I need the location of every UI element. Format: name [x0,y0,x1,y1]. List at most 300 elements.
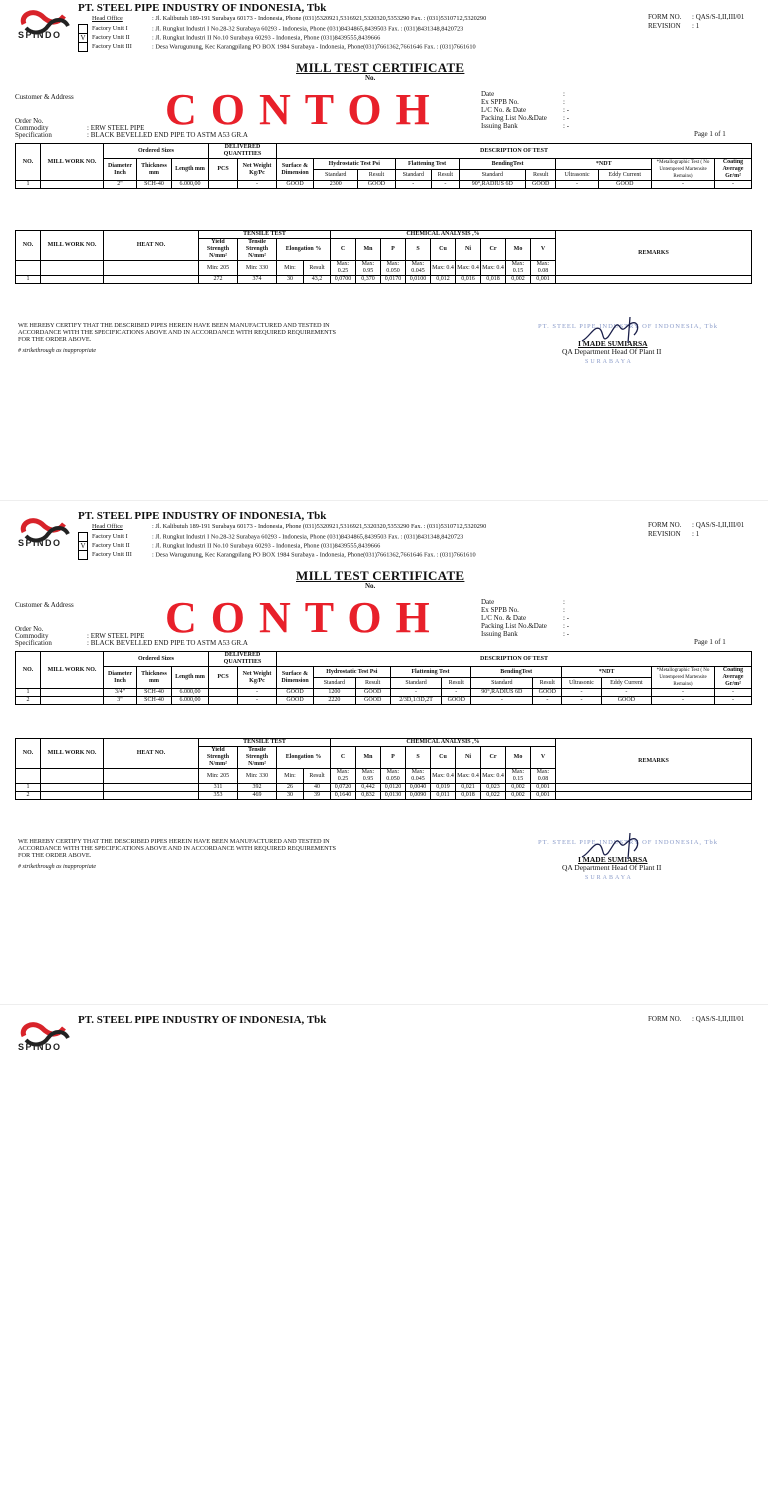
address-line: V Factory Unit II : Jl. Rungkut Industri II No.10 Surabaya 60293 - Indonesia, Phone (031)8439555,8439666 [78,541,380,551]
table-row [16,652,752,667]
signer-name: I MADE SUMIARSA [578,855,648,864]
table-row [16,144,752,159]
table-cell: Standard [390,678,442,689]
strikethrough-note: # strikethrough as inappropriate [18,864,97,870]
table-cell: Max: 0.08 [531,261,556,276]
table-cell: *Metallographic Test ( No Untempered Martensite Remains) [652,159,715,181]
table-row [16,784,752,792]
table-cell: MILL WORK NO. [41,231,104,261]
table-cell: 0,018 [481,276,506,284]
table-cell: 0,002 [506,784,531,792]
table-cell: Eddy Current [598,170,651,181]
table-cell: Max: 0.4 [431,769,456,784]
company-name: PT. STEEL PIPE INDUSTRY OF INDONESIA, Tbk [78,1014,327,1026]
table-cell: Cr [481,239,506,261]
table-cell: Elongation % [277,747,331,769]
table-cell: 0,016 [456,276,481,284]
table-cell: Ultrasonic [562,678,602,689]
table-cell: Mn [356,747,381,769]
table-cell: - [652,181,715,189]
table-cell [104,769,199,784]
table-cell: 0,370 [356,276,381,284]
table-cell [556,276,752,284]
table-cell: Flattening Test [390,667,471,678]
page-number: Page 1 of 1 [694,130,726,138]
page-separator [0,500,768,501]
table-cell: 1200 [314,689,356,697]
table-cell: Result [304,769,331,784]
table-cell: Mo [506,747,531,769]
table-cell: Yield Strength N/mm² [199,239,238,261]
table-cell: Cr [481,747,506,769]
table-cell: GOOD [533,689,562,697]
table-cell: 40 [304,784,331,792]
table-cell: C [331,239,356,261]
certificate-title: MILL TEST CERTIFICATE [296,60,465,75]
mill-test-certificate [0,1012,768,1507]
table-row [16,159,752,170]
table-cell: Result [304,261,331,276]
shipping-info-row: L/C No. & Date : - [481,106,570,114]
table-cell: Max: 0.95 [356,261,381,276]
table-row [16,689,752,697]
company-name: PT. STEEL PIPE INDUSTRY OF INDONESIA, Tbk [78,510,327,522]
dimension-test-table [15,143,752,189]
table-cell: Min: 205 [199,769,238,784]
page-number: Page 1 of 1 [694,638,726,646]
table-cell: MILL WORK NO. [41,652,104,689]
table-cell: 0,0040 [406,784,431,792]
table-cell: P [381,747,406,769]
table-cell: 0,001 [531,792,556,800]
address-line: Head Office : Jl. Kalibutuh 189-191 Surabaya 60173 - Indonesia, Phone (031)5320921,5316921,5320320,5353290 Fax. : (031)5310712,5320290 [92,523,487,530]
logo-text: SPINDO [18,538,62,548]
table-cell: Thickness mm [137,667,172,689]
table-cell: Elongation % [277,239,331,261]
table-cell: Max: 0.15 [506,261,531,276]
table-row [16,697,752,705]
table-cell: 0,012 [431,276,456,284]
table-cell: - [556,181,598,189]
table-cell: - [395,181,432,189]
table-cell: 0,0720 [331,784,356,792]
table-cell: 1 [16,181,41,189]
table-cell: 2220 [314,697,356,705]
table-cell: 6.000,00 [172,689,209,697]
order-no-label: Order No. [15,625,44,633]
tensile-chemical-table [15,738,752,800]
table-cell: 0,832 [356,792,381,800]
table-cell: Max: 0.08 [531,769,556,784]
table-cell: - [601,689,651,697]
address-line: Factory Unit I : Jl. Rungkut Industri I No.28-32 Surabaya 60293 - Indonesia, Phone (031)8434865,8439503 Fax. : (031)8431348,8420723 [78,24,463,34]
table-cell [556,792,752,800]
table-cell [41,181,104,189]
factory-checkbox: V [78,33,88,43]
table-cell: 2300 [314,181,358,189]
table-cell: 2" [104,181,137,189]
form-number: FORM NO. : QAS/S-I,II,III/01 [648,1015,745,1023]
table-cell: Max: 0.045 [406,769,431,784]
table-cell: GOOD [598,181,651,189]
table-cell: HEAT NO. [104,231,199,261]
table-cell: 0,1640 [331,792,356,800]
table-cell: Max: 0.25 [331,769,356,784]
shipping-info-row: Issuing Bank : - [481,122,570,130]
table-cell: MILL WORK NO. [41,144,104,181]
table-cell: 0,0700 [331,276,356,284]
company-stamp: PT. STEEL PIPE INDUSTRY OF INDONESIA, Tbk [538,839,719,846]
table-cell: 2 [16,697,41,705]
table-cell: 0,0090 [406,792,431,800]
order-no-label: Order No. [15,117,44,125]
table-cell: 43,2 [304,276,331,284]
table-cell: 0,019 [431,784,456,792]
table-cell: - [471,697,533,705]
strikethrough-note: # strikethrough as inappropriate [18,348,97,354]
address-line: Factory Unit III : Desa Warugunung, Kec Karangpilang PO BOX 1984 Surabaya - Indonesia, Phone(031)7661362,7661646 Fax. : (031)7661610 [78,42,476,52]
table-cell: Standard [314,678,356,689]
table-cell: - [390,689,442,697]
table-cell [41,792,104,800]
table-cell: Cu [431,747,456,769]
table-cell: Max: 0.25 [331,261,356,276]
table-cell: *NDT [562,667,652,678]
table-row [16,276,752,284]
table-cell [41,697,104,705]
table-row [16,231,752,239]
table-cell: - [562,689,602,697]
table-cell: 39 [304,792,331,800]
table-cell: TENSILE TEST [199,231,331,239]
table-cell: 0,002 [506,276,531,284]
table-cell: Hydrostatic Test Psi [314,667,391,678]
stamp-city: SURABAYA [585,359,633,365]
table-cell: GOOD [601,697,651,705]
table-cell: Min: 330 [238,261,277,276]
table-cell: Ordered Sizes [104,652,209,667]
table-row [16,181,752,189]
table-cell: - [715,181,752,189]
table-cell: NO. [16,144,41,181]
shipping-info [481,90,569,130]
table-cell: BendingTest [459,159,556,170]
commodity: Commodity : ERW STEEL PIPE [15,632,145,640]
table-cell: - [652,697,715,705]
table-cell: - [715,689,752,697]
table-cell [104,784,199,792]
table-cell: Ni [456,239,481,261]
table-cell: HEAT NO. [104,739,199,769]
table-cell: - [715,697,752,705]
table-cell [104,276,199,284]
table-cell: P [381,239,406,261]
table-row [16,739,752,747]
table-cell: 30 [277,792,304,800]
mill-test-certificate [0,508,768,1003]
certificate-title: MILL TEST CERTIFICATE [296,568,465,583]
specification: Specification : BLACK BEVELLED END PIPE TO ASTM A53 GR.A [15,639,248,647]
table-cell: 0,001 [531,276,556,284]
table-cell: REMARKS [556,231,752,276]
table-cell: Thickness mm [137,159,172,181]
form-number: FORM NO. : QAS/S-I,II,III/01 [648,521,745,529]
table-cell [41,784,104,792]
table-cell: DELIVERED QUANTITIES [209,652,277,667]
certificate-no-label: No. [365,74,376,82]
table-cell: Max: 0.4 [431,261,456,276]
tensile-chemical-table [15,230,752,284]
table-cell: 90°,RADIUS 6D [459,181,525,189]
table-cell: Mn [356,239,381,261]
table-cell: GOOD [355,689,390,697]
table-cell: Ultrasonic [556,170,598,181]
table-cell: Result [525,170,556,181]
table-cell: 3/4" [104,689,137,697]
table-cell [16,769,41,784]
table-cell: 0,442 [356,784,381,792]
mill-test-certificate [0,0,768,495]
table-cell: Max: 0.4 [456,769,481,784]
table-cell [41,261,104,276]
table-cell [41,276,104,284]
table-cell: Net Weight Kg/Pc [238,159,277,181]
table-cell: NO. [16,739,41,769]
table-cell: - [238,689,277,697]
table-cell: Max: 0.4 [481,261,506,276]
table-cell: Min: 205 [199,261,238,276]
table-cell [209,697,238,705]
table-cell: GOOD [525,181,556,189]
table-cell: TENSILE TEST [199,739,331,747]
table-cell: 3" [104,697,137,705]
table-cell [209,689,238,697]
table-cell: 0,0120 [381,784,406,792]
table-cell: Yield Strength N/mm² [199,747,238,769]
table-cell [104,792,199,800]
table-cell: 1 [16,784,41,792]
table-cell: Result [432,170,460,181]
shipping-info-row: Packing List No.&Date : - [481,114,570,122]
table-cell: PCS [209,667,238,689]
signer-title: QA Department Head Of Plant II [562,347,662,356]
shipping-info-row: L/C No. & Date : - [481,614,570,622]
specification: Specification : BLACK BEVELLED END PIPE TO ASTM A53 GR.A [15,131,248,139]
table-cell: C [331,747,356,769]
table-cell: 0,011 [431,792,456,800]
table-cell: 392 [238,784,277,792]
table-cell: Surface & Dimension [277,159,314,181]
table-cell: 0,002 [506,792,531,800]
shipping-info-row: Date : [481,90,565,98]
factory-checkbox [78,550,88,560]
address-line: V Factory Unit II : Jl. Rungkut Industri II No.10 Surabaya 60293 - Indonesia, Phone (031)8439555,8439666 [78,33,380,43]
table-cell: 26 [277,784,304,792]
table-cell: 0,0100 [406,276,431,284]
table-cell [104,261,199,276]
table-cell: - [533,697,562,705]
table-cell: Surface & Dimension [277,667,314,689]
table-cell: GOOD [277,689,314,697]
table-cell: 1 [16,276,41,284]
revision: REVISION : 1 [648,22,700,30]
table-cell: 0,022 [481,792,506,800]
table-cell: 374 [238,276,277,284]
table-cell: - [652,689,715,697]
table-cell: Flattening Test [395,159,459,170]
table-cell: Max: 0.045 [406,261,431,276]
table-cell: 0,021 [456,784,481,792]
table-cell: 0,023 [481,784,506,792]
contoh-watermark: CONTOH [165,593,444,642]
company-name: PT. STEEL PIPE INDUSTRY OF INDONESIA, Tbk [78,2,327,14]
table-cell: Max: 0.050 [381,261,406,276]
table-cell: 2/3D,1/3D,2T [390,697,442,705]
table-cell: GOOD [442,697,471,705]
customer-label: Customer & Address [15,93,74,101]
table-cell: Max: 0.4 [456,261,481,276]
table-cell: - [442,689,471,697]
table-cell [41,769,104,784]
table-cell: - [432,181,460,189]
table-cell [556,784,752,792]
shipping-info-row: Ex SPPB No. : [481,98,565,106]
stamp-city: SURABAYA [585,875,633,881]
table-cell: V [531,239,556,261]
page-separator [0,1004,768,1005]
address-line: Head Office : Jl. Kalibutuh 189-191 Surabaya 60173 - Indonesia, Phone (031)5320921,5316921,5320320,5353290 Fax. : (031)5310712,5320290 [92,15,487,22]
table-row [16,667,752,678]
logo-text: SPINDO [18,30,62,40]
table-cell: Hydrostatic Test Psi [314,159,396,170]
table-cell: 353 [199,792,238,800]
shipping-info-row: Packing List No.&Date : - [481,622,570,630]
table-cell: CHEMICAL ANALYSIS ,% [331,231,556,239]
address-line: Factory Unit III : Desa Warugunung, Kec Karangpilang PO BOX 1984 Surabaya - Indonesia, Phone(031)7661362,7661646 Fax. : (031)7661610 [78,550,476,560]
table-cell: Max: 0.050 [381,769,406,784]
revision: REVISION : 1 [648,530,700,538]
table-cell: Tensile Strength N/mm² [238,239,277,261]
signer-name: I MADE SUMIARSA [578,339,648,348]
table-cell: 469 [238,792,277,800]
table-cell: CHEMICAL ANALYSIS ,% [331,739,556,747]
table-cell: S [406,747,431,769]
table-cell: Cu [431,239,456,261]
table-cell: - [238,697,277,705]
table-cell: SCH-40 [137,689,172,697]
factory-checkbox [78,42,88,52]
table-cell: GOOD [277,697,314,705]
address-line: Factory Unit I : Jl. Rungkut Industri I No.28-32 Surabaya 60293 - Indonesia, Phone (031)8434865,8439503 Fax. : (031)8431348,8420723 [78,532,463,542]
table-cell: NO. [16,652,41,689]
commodity: Commodity : ERW STEEL PIPE [15,124,145,132]
table-cell [16,261,41,276]
table-cell: - [238,181,277,189]
table-row [16,792,752,800]
table-cell: Length mm [172,159,209,181]
table-cell: Standard [459,170,525,181]
table-cell: 0,0130 [381,792,406,800]
shipping-info-row: Issuing Bank : - [481,630,570,638]
table-cell: Result [442,678,471,689]
table-cell: Standard [395,170,432,181]
contoh-watermark: CONTOH [165,85,444,134]
table-cell [209,181,238,189]
table-cell: 1 [16,689,41,697]
table-cell: Min: [277,261,304,276]
table-cell: NO. [16,231,41,261]
table-cell: Diameter Inch [104,159,137,181]
logo-text: SPINDO [18,1042,62,1052]
table-cell: - [562,697,602,705]
table-cell: V [531,747,556,769]
table-cell: Max: 0.4 [481,769,506,784]
table-cell: Standard [471,678,533,689]
table-cell: Net Weight Kg/Pc [238,667,277,689]
table-cell: MILL WORK NO. [41,739,104,769]
table-cell: Result [533,678,562,689]
table-cell [41,689,104,697]
shipping-info-row: Date : [481,598,565,606]
certification-statement: WE HEREBY CERTIFY THAT THE DESCRIBED PIPES HEREIN HAVE BEEN MANUFACTURED AND TESTED IN ACCORDANCE WITH THE SPECIFICATIONS ABOVE AND IN ACCORDANCE WITH REQUIRED REQUIREMENTS FOR THE ORDER ABOVE. [18,322,337,343]
table-cell: 0,0170 [381,276,406,284]
table-cell: S [406,239,431,261]
table-cell: 2 [16,792,41,800]
table-cell: 311 [199,784,238,792]
table-cell: GOOD [277,181,314,189]
company-stamp: PT. STEEL PIPE INDUSTRY OF INDONESIA, Tbk [538,323,719,330]
table-cell: 6.000,00 [172,697,209,705]
customer-label: Customer & Address [15,601,74,609]
table-cell: 6.000,00 [172,181,209,189]
signer-title: QA Department Head Of Plant II [562,863,662,872]
table-cell: 30 [277,276,304,284]
certificate-no-label: No. [365,582,376,590]
table-cell: *Metallographic Test ( No Untempered Martensite Remains) [652,667,715,689]
table-cell: PCS [209,159,238,181]
certification-statement: WE HEREBY CERTIFY THAT THE DESCRIBED PIPES HEREIN HAVE BEEN MANUFACTURED AND TESTED IN ACCORDANCE WITH THE SPECIFICATIONS ABOVE AND IN ACCORDANCE WITH REQUIRED REQUIREMENTS FOR THE ORDER ABOVE. [18,838,337,859]
table-cell: DELIVERED QUANTITIES [209,144,277,159]
table-cell: Result [358,170,395,181]
table-cell: Standard [314,170,358,181]
table-cell: REMARKS [556,739,752,784]
table-cell: Diameter Inch [104,667,137,689]
shipping-info-row: Ex SPPB No. : [481,606,565,614]
table-cell: 0,018 [456,792,481,800]
table-cell: GOOD [358,181,395,189]
table-cell: Length mm [172,667,209,689]
table-cell: SCH-40 [137,697,172,705]
table-cell: *NDT [556,159,652,170]
table-cell: GOOD [355,697,390,705]
table-cell: BendingTest [471,667,562,678]
table-cell: Coating Average Gr/m² [715,159,752,181]
form-number: FORM NO. : QAS/S-I,II,III/01 [648,13,745,21]
shipping-info [481,598,569,638]
table-cell: Min: 330 [238,769,277,784]
table-cell: DESCRIPTION OF TEST [277,144,752,159]
table-cell: Result [355,678,390,689]
table-cell: Tensile Strength N/mm² [238,747,277,769]
table-cell: 0,001 [531,784,556,792]
table-cell: Coating Average Gr/m² [715,667,752,689]
table-cell: Max: 0.15 [506,769,531,784]
table-cell: Eddy Current [601,678,651,689]
table-cell: 272 [199,276,238,284]
table-cell: Ordered Sizes [104,144,209,159]
factory-checkbox: V [78,541,88,551]
table-cell: 90°,RADIUS 6D [471,689,533,697]
